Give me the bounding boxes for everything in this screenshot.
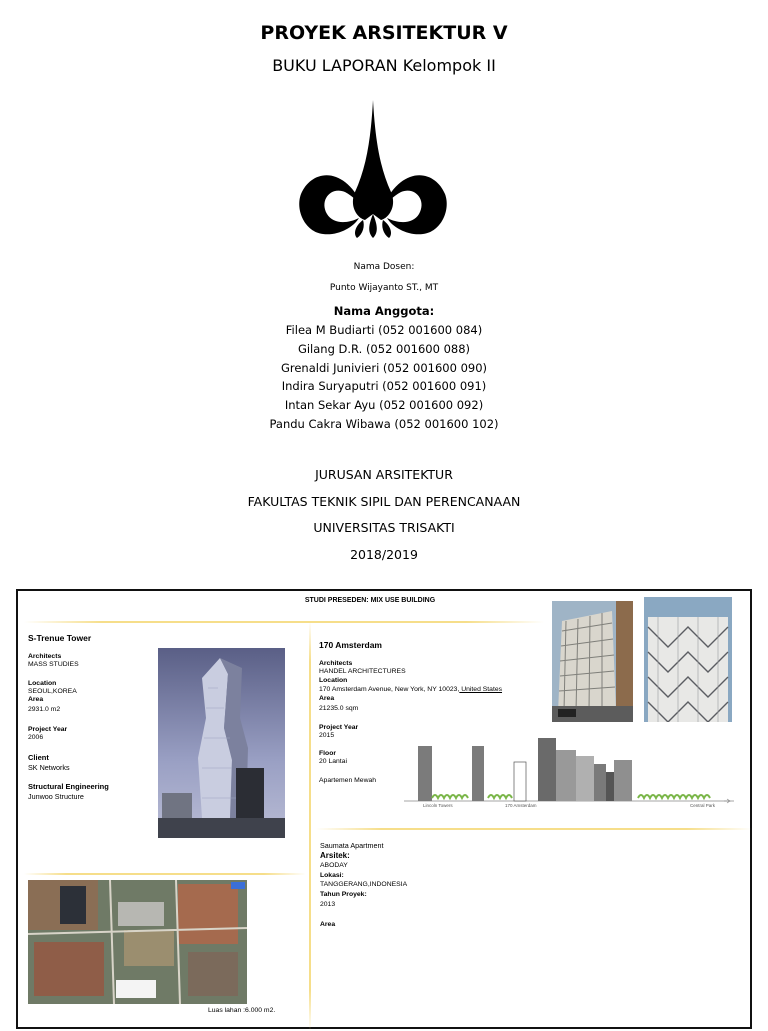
divider [309,621,311,1031]
member-item: Grenaldi Junivieri (052 001600 090) [280,361,488,375]
field-value: 2931.0 m2 [28,706,61,713]
project-name: Saumata Apartment [320,841,384,850]
field-label: Tahun Proyek: [320,891,367,898]
field-label: Arsitek: [320,851,350,860]
site-map-photo [28,880,247,1004]
divider [316,828,752,830]
members-label: Nama Anggota: [333,304,435,318]
field-value: SEOUL,KOREA [28,688,77,695]
member-item: Pandu Cakra Wibawa (052 001600 102) [269,417,499,431]
field-label: Architects [28,653,62,660]
field-value: 21235.0 sqm [319,705,359,712]
field-label: Project Year [319,724,359,731]
university-logo [293,96,453,240]
tower-photo [158,648,285,838]
report-title: PROYEK ARSITEKTUR V [260,22,508,44]
department: JURUSAN ARSITEKTUR [315,467,453,482]
member-item: Intan Sekar Ayu (052 001600 092) [284,398,484,412]
sheet-title: STUDI PRESEDEN: MIX USE BUILDING [304,597,436,604]
field-label: Structural Engineering [28,782,109,791]
location-link[interactable]: United States [459,686,503,693]
precedent-sheet [16,589,752,1029]
section-label: 170 Amsterdam [505,803,537,808]
field-value: 2013 [320,901,336,908]
project-name: 170 Amsterdam [319,640,382,650]
section-diagram [404,734,734,812]
field-label: Location [319,677,348,684]
section-label: Lincoln Towers [423,803,453,808]
building-photo [552,601,633,722]
field-label: Architects [319,660,353,667]
field-value: TANGGERANG,INDONESIA [320,881,408,888]
field-value: 2006 [28,734,44,741]
field-value: MASS STUDIES [28,661,79,668]
field-value: HANDEL ARCHITECTURES [319,668,406,675]
field-label: Client [28,753,49,762]
divider [24,873,306,875]
divider [24,621,544,623]
field-value: ABODAY [320,862,348,869]
project-name: S-Trenue Tower [28,633,92,643]
site-caption: Luas lahan :6.000 m2. [208,1007,276,1014]
field-label: Area [28,696,44,703]
field-value: SK Networks [28,763,70,772]
member-item: Gilang D.R. (052 001600 088) [297,342,471,356]
location-address: 170 Amsterdam Avenue, New York, NY 10023, [319,686,460,693]
field-value [319,686,502,694]
field-label: Floor [319,750,336,757]
member-item: Filea M Budiarti (052 001600 084) [285,323,483,337]
field-value: Junwoo Structure [28,792,84,801]
report-subtitle: BUKU LAPORAN Kelompok II [272,56,496,75]
field-label: Project Year [28,726,68,733]
academic-year: 2018/2019 [350,547,418,562]
facade-photo [644,597,732,722]
field-label: Area [319,695,335,702]
project-note: Apartemen Mewah [319,777,377,784]
field-label: Location [28,680,57,687]
field-label: Lokasi: [320,872,344,879]
university: UNIVERSITAS TRISAKTI [313,520,455,535]
lecturer-name: Punto Wijayanto ST., MT [329,283,439,293]
faculty: FAKULTAS TEKNIK SIPIL DAN PERENCANAAN [247,494,521,509]
member-item: Indira Suryaputri (052 001600 091) [281,379,487,393]
field-value: 20 Lantai [319,758,347,765]
section-label: Central Park [690,803,716,808]
lecturer-label: Nama Dosen: [353,262,415,272]
field-value: 2015 [319,732,335,739]
field-label: Area [320,921,336,928]
